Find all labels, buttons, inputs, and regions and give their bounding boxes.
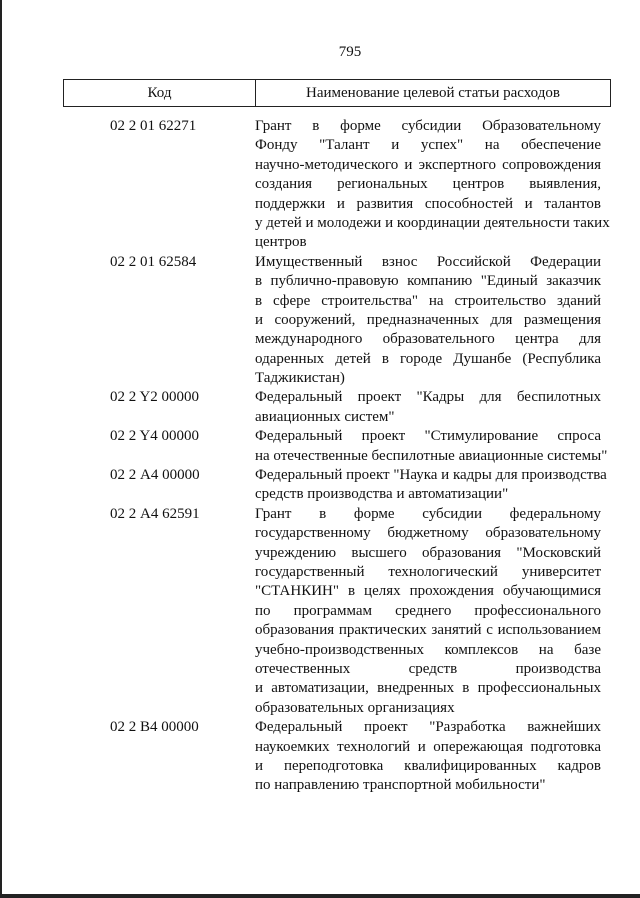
description-line: учебно-производственных комплексов на базе bbox=[255, 641, 601, 658]
description-line: государственному бюджетному образовательному bbox=[255, 525, 601, 542]
description-line: по программам среднего профессионального bbox=[255, 602, 601, 619]
header-code-cell: Код bbox=[64, 80, 256, 106]
row-description bbox=[255, 117, 610, 253]
table-row bbox=[0, 117, 640, 253]
row-code: 02 2 А4 00000 bbox=[110, 467, 200, 484]
description-line: научно-методического и экспертного сопровождения bbox=[255, 156, 601, 173]
row-code: 02 2 01 62584 bbox=[110, 253, 197, 270]
row-code: 02 2 А4 62591 bbox=[110, 505, 200, 522]
description-line: у детей и молодежи и координации деятельности таких bbox=[255, 214, 610, 231]
row-code: 02 2 01 62271 bbox=[110, 118, 197, 134]
description-line: и сооружений, предназначенных для размещения bbox=[255, 311, 601, 328]
description-line: авиационных систем" bbox=[255, 408, 395, 425]
description-line: учреждению высшего образования "Московский bbox=[255, 544, 601, 561]
description-line: создания региональных центров выявления, bbox=[255, 176, 601, 193]
table-row bbox=[0, 427, 640, 466]
table-body bbox=[0, 117, 640, 796]
description-line: в публично-правовую компанию "Единый заказчик bbox=[255, 273, 601, 290]
table-row bbox=[0, 388, 640, 427]
table-row bbox=[0, 505, 640, 718]
description-line: и переподготовка квалифицированных кадров bbox=[255, 757, 601, 774]
description-line: Грант в форме субсидии Образовательному bbox=[255, 118, 601, 134]
row-description bbox=[255, 466, 607, 505]
page-number: 795 bbox=[338, 44, 362, 60]
table-row bbox=[0, 466, 640, 505]
description-line: государственный технологический университет bbox=[255, 563, 601, 580]
description-line: по направлению транспортной мобильности" bbox=[255, 777, 546, 794]
description-line: поддержки и развития способностей и талантов bbox=[255, 195, 601, 212]
row-description bbox=[255, 427, 608, 466]
description-line: в сфере строительства" на строительство зданий bbox=[255, 292, 601, 309]
table-row bbox=[0, 253, 640, 389]
description-line: средств производства и автоматизации" bbox=[255, 486, 509, 503]
description-line: Федеральный проект "Кадры для беспилотных bbox=[255, 389, 601, 406]
row-description bbox=[255, 388, 601, 427]
description-line: "СТАНКИН" в целях прохождения обучающимися bbox=[255, 583, 601, 600]
description-line: Федеральный проект "Стимулирование спроса bbox=[255, 428, 601, 445]
description-line: образовательных организациях bbox=[255, 699, 455, 716]
description-line: Таджикистан) bbox=[255, 370, 345, 387]
description-line: Грант в форме субсидии федеральному bbox=[255, 505, 601, 522]
description-line: Федеральный проект "Разработка важнейших bbox=[255, 719, 601, 736]
row-description bbox=[255, 718, 601, 796]
description-line: наукоемких технологий и опережающая подготовка bbox=[255, 738, 601, 755]
description-line: образования практических занятий с использованием bbox=[255, 622, 601, 639]
table-header bbox=[63, 79, 611, 107]
description-line: центров bbox=[255, 234, 307, 251]
description-line: на отечественные беспилотные авиационные системы" bbox=[255, 447, 608, 464]
description-line: одаренных детей в городе Душанбе (Республика bbox=[255, 350, 601, 367]
page-bottom-border bbox=[0, 894, 640, 898]
description-line: Фонду "Талант и успех" на обеспечение bbox=[255, 137, 601, 154]
table-row bbox=[0, 718, 640, 796]
row-description bbox=[255, 505, 601, 718]
header-name-cell: Наименование целевой статьи расходов bbox=[306, 84, 560, 101]
row-code: 02 2 В4 00000 bbox=[110, 719, 199, 736]
row-description bbox=[255, 253, 601, 389]
description-line: и автоматизации, внедренных в профессиональных bbox=[255, 680, 601, 697]
row-code: 02 2 Y2 00000 bbox=[110, 389, 200, 406]
description-line: Имущественный взнос Российской Федерации bbox=[255, 253, 601, 270]
description-line: международного образовательного центра для bbox=[255, 331, 601, 348]
description-line: Федеральный проект "Наука и кадры для производства bbox=[255, 467, 607, 484]
description-line: отечественных средств производства bbox=[255, 660, 601, 677]
row-code: 02 2 Y4 00000 bbox=[110, 428, 200, 445]
